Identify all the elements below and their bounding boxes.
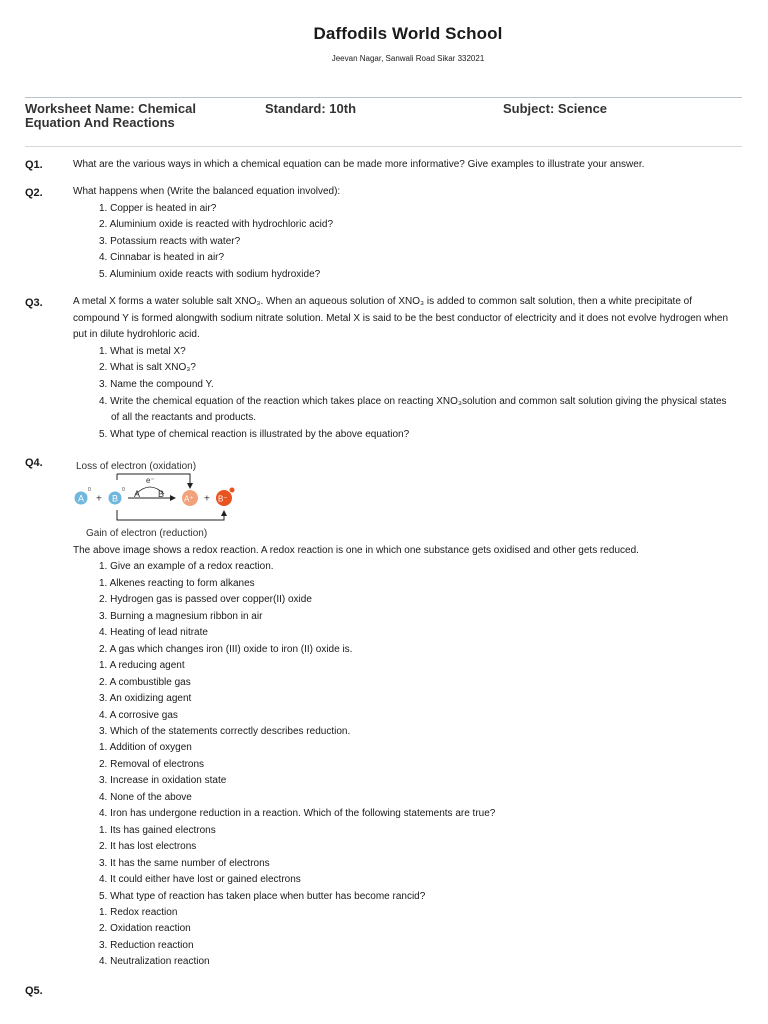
q4-line: 2. A gas which changes iron (III) oxide to iron (II) oxide is. [99, 643, 353, 655]
q2-item: 4. Cinnabar is heated in air? [99, 252, 225, 264]
q4-line: 2. Oxidation reaction [99, 923, 191, 935]
q3-item: 2. What is salt XNO₃? [99, 362, 196, 374]
q4-line: 4. Iron has undergone reduction in a reaction. Which of the following statements are true? [99, 808, 496, 820]
q4-line: 1. Alkenes reacting to form alkanes [99, 577, 255, 589]
atom-b-label: B [112, 493, 119, 504]
q4-line: 2. Removal of electrons [99, 758, 205, 770]
q2-items [73, 201, 733, 284]
q1-text: What are the various ways in which a chemical equation can be made more informative? Give examples to illustrate your answer. [73, 159, 645, 170]
q3-item: 5. What type of chemical reaction is illustrated by the above equation? [99, 428, 410, 440]
q4-line: 2. A combustible gas [99, 676, 191, 688]
ion-b-minus-dot [230, 488, 235, 493]
electron-a-label: A [134, 489, 141, 499]
ion-b-minus-label: B⁻ [218, 494, 228, 504]
q4-line: 1. Give an example of a redox reaction. [99, 561, 274, 573]
question-number-q3: Q3. [25, 297, 43, 309]
electron-label: e⁻ [146, 476, 155, 485]
q4-line: 4. Heating of lead nitrate [99, 627, 208, 639]
q4-line: 1. A reducing agent [99, 660, 185, 672]
q2-item: 3. Potassium reacts with water? [99, 235, 241, 247]
q4-line: 2. It has lost electrons [99, 841, 197, 853]
q4-line: 3. An oxidizing agent [99, 693, 192, 705]
question-number-q1: Q1. [25, 159, 43, 171]
electron-b-label: B [158, 489, 165, 499]
q4-line: 3. Which of the statements correctly describes reduction. [99, 725, 351, 737]
q4-line: 3. Reduction reaction [99, 939, 194, 951]
q4-line: 4. None of the above [99, 791, 192, 803]
ion-a-plus-label: A⁺ [184, 494, 194, 504]
q4-line: 1. Redox reaction [99, 906, 178, 918]
reduction-arrow [117, 510, 224, 520]
atom-a-label: A [78, 493, 85, 504]
question-text-q1 [73, 157, 733, 174]
q4-intro: The above image shows a redox reaction. A redox reaction is one in which one substance gets oxidised and other gets reduced. [73, 545, 639, 556]
q3-item: 4. Write the chemical equation of the reaction which takes place on reacting XNO₃solution and common salt solution giving the physical states of all the reactants and products. [99, 395, 727, 424]
redox-diagram [72, 456, 242, 540]
q4-line: 5. What type of reaction has taken place when butter has become rancid? [99, 890, 426, 902]
question-number-q2: Q2. [25, 187, 43, 199]
question-text-q3 [73, 294, 733, 443]
subject-label: Subject: Science [503, 101, 608, 116]
atom-b-charge: 0 [122, 487, 125, 493]
reduction-label: Gain of electron (reduction) [86, 528, 208, 539]
q4-line: 2. Hydrogen gas is passed over copper(II) oxide [99, 594, 312, 606]
question-number-q4: Q4. [25, 457, 43, 469]
q3-text: A metal X forms a water soluble salt XNO₃. When an aqueous solution of XNO₃ is added to common salt solution, then a white precipitate of compound Y is formed alongwith sodium nitrate solution. Metal X is said to be the best conductor of electricity and it does not evolve hydrogen when put in dilute hydrohloric acid. [73, 296, 729, 341]
worksheet-name: Worksheet Name: Chemical Equation And Reactions [25, 101, 196, 130]
q4-line: 4. A corrosive gas [99, 709, 178, 721]
standard-label: Standard: 10th [265, 101, 357, 116]
oxidation-label: Loss of electron (oxidation) [76, 461, 197, 472]
school-name: Daffodils World School [313, 24, 503, 43]
q4-line: 3. Increase in oxidation state [99, 775, 227, 787]
q4-line: 3. Burning a magnesium ribbon in air [99, 610, 263, 622]
q3-item: 3. Name the compound Y. [99, 378, 214, 390]
atom-a-charge: 0 [88, 487, 91, 493]
plus-sign-1: + [96, 493, 102, 505]
q2-item: 5. Aluminium oxide reacts with sodium hydroxide? [99, 268, 321, 280]
header-rule-bottom [25, 146, 742, 147]
q3-items [73, 344, 733, 444]
question-number-q5: Q5. [25, 985, 43, 997]
q4-line: 1. Its has gained electrons [99, 824, 216, 836]
q4-line: 4. Neutralization reaction [99, 956, 210, 968]
question-text-q2 [73, 184, 733, 284]
q4-line: 3. It has the same number of electrons [99, 857, 270, 869]
school-address: Jeevan Nagar, Sanwali Road Sikar 332021 [331, 54, 485, 63]
header-rule-top [25, 97, 742, 98]
q2-item: 2. Aluminium oxide is reacted with hydrochloric acid? [99, 219, 333, 231]
plus-sign-2: + [204, 493, 210, 505]
q2-item: 1. Copper is heated in air? [99, 202, 217, 214]
q3-item: 1. What is metal X? [99, 345, 186, 357]
q2-text: What happens when (Write the balanced equation involved): [73, 186, 341, 197]
question-text-q4 [73, 543, 733, 971]
q4-line: 4. It could either have lost or gained electrons [99, 874, 301, 886]
q4-line: 1. Addition of oxygen [99, 742, 192, 754]
